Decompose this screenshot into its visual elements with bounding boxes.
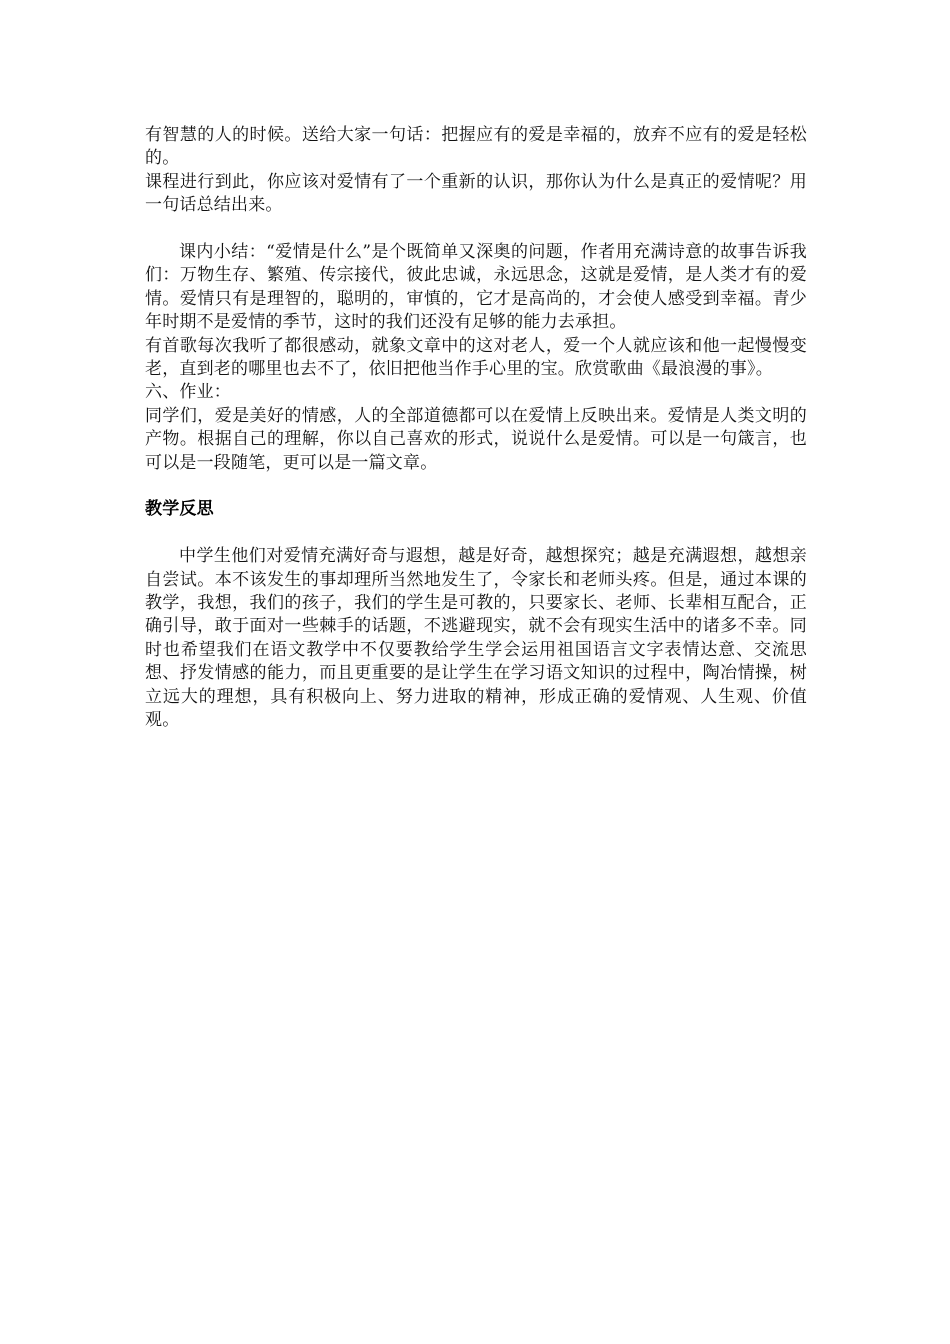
paragraph-song-appreciation: 有首歌每次我听了都很感动，就象文章中的这对老人，爱一个人就应该和他一起慢慢变老，直到老的哪里也去不了，依旧把他当作手心里的宝。欣赏歌曲《最浪漫的事》。 [145,335,807,380]
document-body [145,124,807,733]
paragraph-class-summary: 课内小结：“爱情是什么”是个既简单又深奥的问题，作者用充满诗意的故事告诉我们：万物生存、繁殖、传宗接代，彼此忠诚，永远思念，这就是爱情，是人类才有的爱情。爱情只有是理智的，聪明的，审慎的，它才是高尚的，才会使人感受到幸福。青少年时期不是爱情的季节，这时的我们还没有足够的能力去承担。 [145,242,807,333]
paragraph-reflection: 中学生他们对爱情充满好奇与遐想，越是好奇，越想探究；越是充满遐想，越想亲自尝试。本不该发生的事却理所当然地发生了，令家长和老师头疼。但是，通过本课的教学，我想，我们的孩子，我们的学生是可教的，只要家长、老师、长辈相互配合，正确引导，敢于面对一些棘手的话题，不逃避现实，就不会有现实生活中的诸多不幸。同时也希望我们在语文教学中不仅要教给学生学会运用祖国语言文字表情达意、交流思想、抒发情感的能力，而且更重要的是让学生在学习语文知识的过程中，陶冶情操，树立远大的理想，具有积极向上、努力进取的精神，形成正确的爱情观、人生观、价值观。 [145,546,807,731]
blank-line [145,218,807,241]
paragraph-summary-question: 课程进行到此，你应该对爱情有了一个重新的认识，那你认为什么是真正的爱情呢？用一句话总结出来。 [145,171,807,216]
paragraph-homework: 同学们，爱是美好的情感，人的全部道德都可以在爱情上反映出来。爱情是人类文明的产物。根据自己的理解，你以自己喜欢的形式，说说什么是爱情。可以是一句箴言，也可以是一段随笔，更可以是一篇文章。 [145,405,807,473]
paragraph-closing-quote: 有智慧的人的时候。送给大家一句话：把握应有的爱是幸福的，放弃不应有的爱是轻松的。 [145,125,807,169]
section-homework-title: 六、作业： [145,382,231,403]
reflection-heading: 教学反思 [145,499,214,520]
blank-line [145,475,807,498]
blank-line [145,522,807,545]
